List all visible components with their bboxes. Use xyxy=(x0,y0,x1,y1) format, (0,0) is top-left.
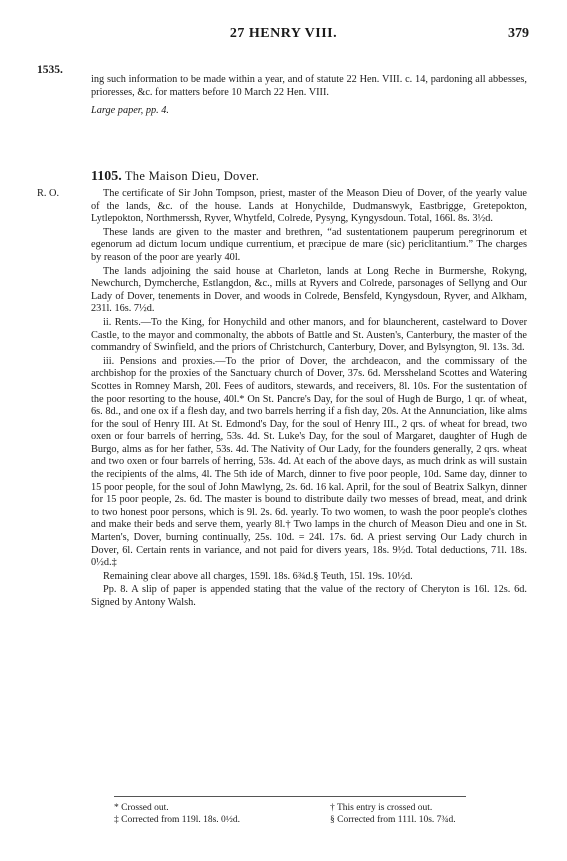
entry-paragraph: Remaining clear above all charges, 159l. 18s. 6¾d.§ Teuth, 15l. 19s. 10½d. xyxy=(103,570,413,582)
footnote-rule xyxy=(114,796,466,797)
entry-paragraph: These lands are given to the master and brethren, “ad sustentationem pauperum peregrinorum et egenorum ad dictum locum undique currentium, et præcipue de mare (sic) periclitantium.” The charges by reason of the poor are yearly 40l. xyxy=(91,226,527,263)
entry-paragraph: The lands adjoining the said house at Charleton, lands at Long Reche in Burmershe, Rokyng, Newchurch, Dymcherche, Estlangdon, &c., mills at Ryvers and Colrede, parsonages of Sellyng and Our Lady of Dover, tenements in Dover, and woods in Colrede, Bensfeld, Kyngysdoun, Ryver, and Alkham, 231l. 16s. 7½d. xyxy=(91,265,527,315)
footnote: * Crossed out. xyxy=(114,803,169,813)
margin-source-label: R. O. xyxy=(37,188,60,199)
continuation-note: Large paper, pp. 4. xyxy=(91,105,169,117)
margin-year: 1535. xyxy=(37,64,63,76)
footnote: § Corrected from 111l. 10s. 7¾d. xyxy=(330,815,456,825)
entry-paragraph: ii. Rents.—To the King, for Honychild and other manors, and for blauncherent, castelward to Dover Castle, to the mayor and commonalty, the abbots of Battle and St. Austen's, Canterbury, the master of the commandry of Swinfield, and the priors of Christchurch, Canterbury, Dover, and Bylsyngton, 9l. 13s. 3d. xyxy=(91,316,527,354)
entry-paragraph: iii. Pensions and proxies.—To the prior of Dover, the archdeacon, and the commissary of the archbishop for the proxies of the Sanctuary church of Dover, 37s. 6d. Merssheland Scottes and Watering Scottes in Romney Marsh, 20l. Fees of auditors, stewards, and receivers, 8l. 10s. For the sustentation of the poor resorting to the house, 40l.* On St. Pancre's Day, for the soul of Hugh de Burgo, 1 qr. of wheat, 6s. 8d., and one ox if a flesh day, and two barrels herring if a fish day, 20s. At the Annunciation, like alms for the soul of Henry III. At St. Edmond's Day, for the soul of Henry III., 2 qrs. of wheat for bread, two oxen or four barrels of herring, 53s. 4d. St. Luke's Day, for the soul of Margaret, daughter of Hugh de Burgo, alms as for her father, 53s. 4d. The Nativity of Our Lady, for the founders generally, 2 qrs. wheat and two oxen or four barrels of herring, 53s. 4d. At each of the above days, as much drink as will sustain the recipients of the alms, 4l. The 5th ide of March, dinner to five poor people, 10d. Same day, dinner to 15 poor people, for the soul of John Mawlyng, 2s. 6d. 16 kal. April, for the soul of Beatrix Salkyn, dinner for 15 poor people, 2s. 6d. The master is bound to distribute daily two messes of bread, meat, and drink to two honest poor persons, which is 9l. 2s. 6d. yearly. To two women, to wash the poor people's clothes and make their beds and serve them, yearly 8l.† Two lamps in the church of Meason Dieu and one in St. Marten's, Dover, burning continually, 25s. 10d. = 24l. 17s. 6d. A priest serving Our Lady church in Dover, 6l. Certain rents in variance, and not paid for divers years, 18s. 9½d. Total deductions, 71l. 18s. 0½d.‡ xyxy=(91,355,527,569)
entry-heading xyxy=(91,169,259,185)
continuation-text: ing such information to be made within a year, and of statute 22 Hen. VIII. c. 14, pardoning all abbesses, prioresses, &c. for matters before 10 March 22 Hen. VIII. xyxy=(91,74,527,98)
previous-entry-continuation xyxy=(91,74,527,119)
footnote: ‡ Corrected from 119l. 18s. 0½d. xyxy=(114,815,241,825)
entry-body xyxy=(91,188,527,611)
page-number: 379 xyxy=(508,26,529,41)
entry-title: The Maison Dieu, Dover. xyxy=(124,169,260,183)
running-header: 27 HENRY VIII. xyxy=(229,26,338,41)
footnote: † This entry is crossed out. xyxy=(330,803,433,813)
entry-paragraph: Pp. 8. A slip of paper is appended stating that the value of the rectory of Cheryton is 16l. 12s. 6d. Signed by Antony Walsh. xyxy=(91,584,527,608)
entry-paragraph: The certificate of Sir John Tompson, priest, master of the Meason Dieu of Dover, of the yearly value of the lands, &c. of the house. Lands at Honychilde, Dudmanswyk, Eastbrigge, Gretepokton, Lytlepokton, Northmerssh, Ryver, Whytfeld, Colrede, Pysyng, Kyngysdoun. Total, 166l. 8s. 3½d. xyxy=(91,188,527,225)
entry-number: 1105. xyxy=(91,169,122,184)
